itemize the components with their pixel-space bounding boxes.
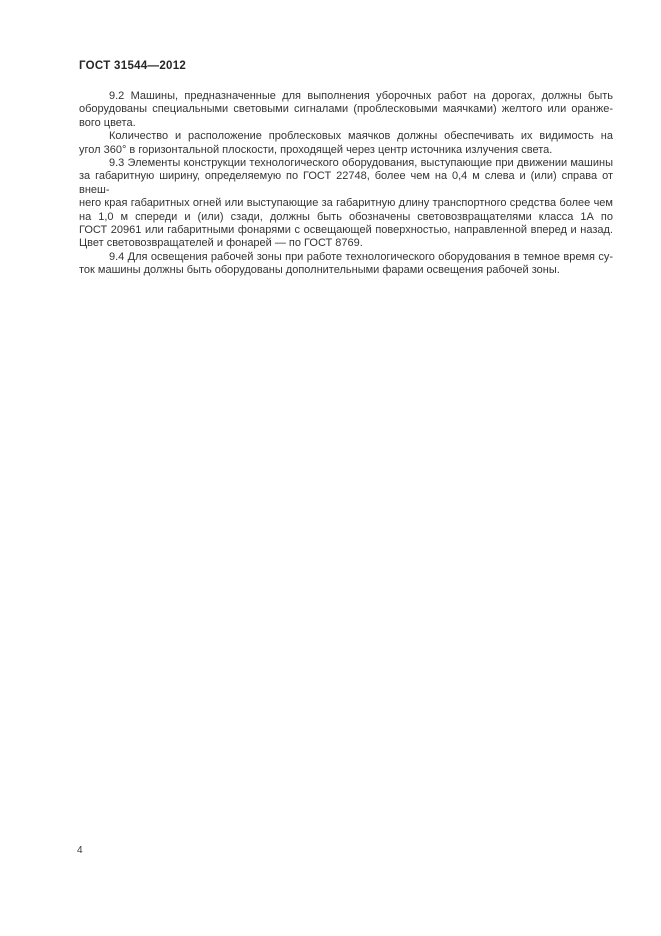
text-line: 9.2 Машины, предназначенные для выполнения уборочных работ на дорогах, должны быть: [109, 90, 613, 102]
document-body-text: [79, 90, 613, 278]
text-line: ГОСТ 20961 или габаритными фонарями с освещающей поверхностью, направленной вперед и назад.: [79, 224, 613, 237]
text-line: Цвет световозвращателей и фонарей — по ГОСТ 8769.: [79, 237, 363, 250]
text-line: на 1,0 м спереди и (или) сзади, должны быть обозначены световозвращателями класса 1А по: [79, 210, 613, 223]
page-number: 4: [77, 845, 83, 856]
text-line: за габаритную ширину, определяемую по ГОСТ 22748, более чем на 0,4 м слева и (или) справа от внеш-: [79, 170, 613, 196]
text-line: него края габаритных огней или выступающие за габаритную длину транспортного средства более чем: [79, 197, 613, 210]
text-line: 9.4 Для освещения рабочей зоны при работе технологического оборудования в темное время су-: [109, 250, 613, 263]
document-header: ГОСТ 31544—2012: [79, 60, 187, 72]
text-line: угол 360° в горизонтальной плоскости, проходящей через центр источника излучения света.: [79, 143, 553, 156]
text-line: вого цвета.: [79, 116, 136, 129]
text-line: оборудованы специальными световыми сигналами (проблесковыми маячками) желтого или оранже-: [79, 103, 613, 116]
text-line: 9.3 Элементы конструкции технологического оборудования, выступающие при движении машины: [109, 157, 613, 170]
text-line: Количество и расположение проблесковых маячков должны обеспечивать их видимость на: [109, 130, 613, 143]
text-line: ток машины должны быть оборудованы дополнительными фарами освещения рабочей зоны.: [79, 264, 560, 277]
